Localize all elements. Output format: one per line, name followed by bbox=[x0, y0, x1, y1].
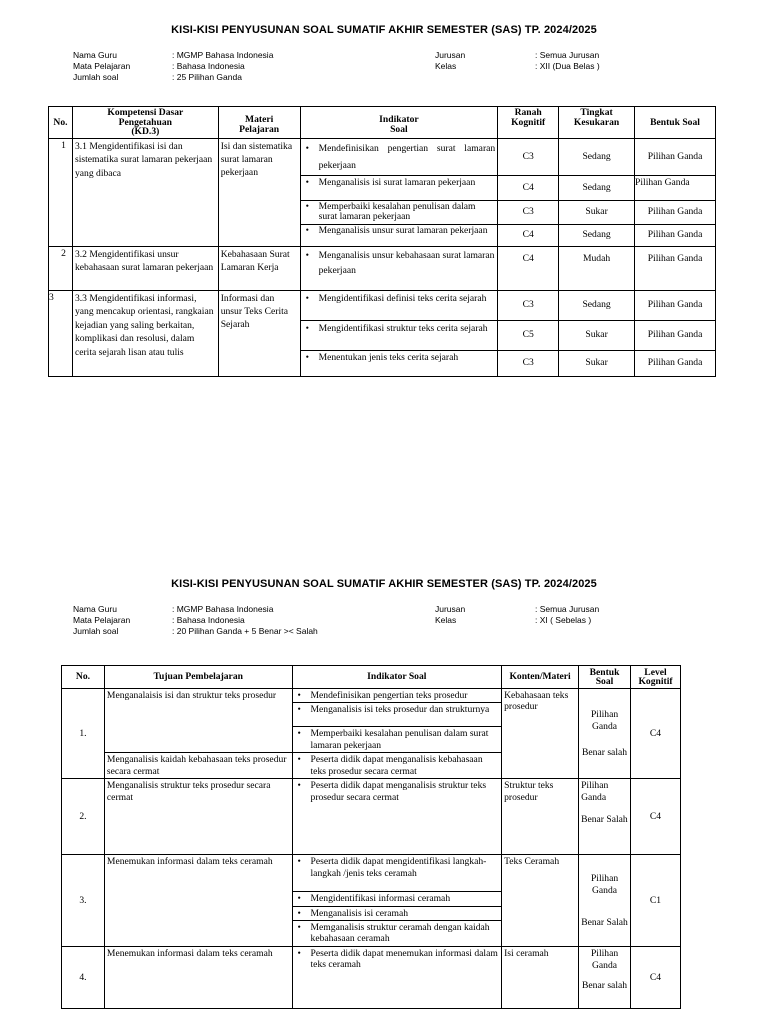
row-materi: Kebahasaan Surat Lamaran Kerja bbox=[218, 246, 300, 290]
row-bentuk: Pilihan Ganda bbox=[635, 200, 716, 224]
row-indikator: • Peserta didik dapat menemukan informasi dalam teks ceramah bbox=[292, 947, 502, 1009]
row-ranah: C5 bbox=[498, 320, 559, 350]
header-tingkat: Tingkat Kesukaran bbox=[559, 107, 635, 139]
meta-label-mata-pelajaran: Mata Pelajaran bbox=[73, 61, 131, 71]
meta-label-nama-guru: Nama Guru bbox=[73, 50, 117, 60]
row-bentuk: Pilihan Ganda bbox=[635, 224, 716, 246]
row-tingkat: Sedang bbox=[559, 175, 635, 200]
table-row bbox=[49, 246, 716, 290]
bentuk-a: Pilihan Ganda bbox=[590, 948, 619, 972]
row-bentuk: Pilihan Ganda bbox=[635, 290, 716, 320]
row-indikator: • Menganalisis isi ceramah bbox=[292, 906, 502, 920]
header-bentuk: Bentuk Soal bbox=[635, 107, 716, 139]
meta-value-jurusan: : Semua Jurusan bbox=[535, 50, 600, 60]
meta-value-jumlah-soal: : 25 Pilihan Ganda bbox=[172, 72, 242, 82]
row-ranah: C3 bbox=[498, 290, 559, 320]
row-indikator: • Peserta didik dapat menganalisis kebahasaan teks prosedur secara cermat bbox=[292, 753, 502, 779]
row-indikator: • Menganalisis isi teks prosedur dan strukturnya bbox=[292, 703, 502, 727]
row-tingkat: Sedang bbox=[559, 224, 635, 246]
row-tujuan: Menemukan informasi dalam teks ceramah bbox=[104, 855, 292, 947]
meta-value-kelas: : XI ( Sebelas ) bbox=[535, 615, 592, 625]
row-tujuan: Menganalaisis isi dan struktur teks prosedur bbox=[104, 689, 292, 753]
table-row bbox=[62, 855, 681, 892]
header-no: No. bbox=[62, 666, 105, 689]
table-row bbox=[49, 290, 716, 320]
table-row bbox=[62, 779, 681, 855]
header-kompetensi-dasar: Kompetensi Dasar Pengetahuan (KD.3) bbox=[72, 107, 218, 139]
meta-label-jurusan: Jurusan bbox=[435, 50, 466, 60]
row-indikator: • Mengidentifikasi definisi teks cerita sejarah bbox=[300, 290, 498, 320]
row-tingkat: Sukar bbox=[559, 200, 635, 224]
meta-label-kelas: Kelas bbox=[435, 61, 457, 71]
doc1-table bbox=[48, 106, 716, 377]
meta-value-mata-pelajaran: : Bahasa Indonesia bbox=[172, 615, 245, 625]
doc2-title: KISI-KISI PENYUSUNAN SOAL SUMATIF AKHIR SEMESTER (SAS) TP. 2024/2025 bbox=[171, 578, 597, 590]
meta-value-jurusan: : Semua Jurusan bbox=[535, 604, 600, 614]
row-bentuk: Pilihan Ganda bbox=[635, 350, 716, 376]
row-tujuan: Menganalisis kaidah kebahasaan teks prosedur secara cermat bbox=[104, 753, 292, 779]
meta-label-jumlah-soal: Jumlah soal bbox=[73, 626, 119, 636]
header-indikator: Indikator Soal bbox=[292, 666, 502, 689]
row-bentuk bbox=[579, 689, 631, 779]
header-bentuk: Bentuk Soal bbox=[579, 666, 631, 689]
row-level: C1 bbox=[631, 855, 681, 947]
row-indikator: • Menganalisis unsur surat lamaran pekerjaan bbox=[300, 224, 498, 246]
header-indikator: Indikator Soal bbox=[300, 107, 498, 139]
table-header-row bbox=[49, 107, 716, 139]
row-konten: Kebahasaan teks prosedur bbox=[502, 689, 579, 779]
row-indikator: • Peserta didik dapat mengidentifikasi langkah-langkah /jenis teks ceramah bbox=[292, 855, 502, 892]
row-indikator: • Memganalisis struktur ceramah dengan kaidah kebahasaan ceramah bbox=[292, 921, 502, 947]
row-ranah: C3 bbox=[498, 350, 559, 376]
doc1-title: KISI-KISI PENYUSUNAN SOAL SUMATIF AKHIR SEMESTER (SAS) TP. 2024/2025 bbox=[171, 24, 597, 36]
row-indikator: • Mengidentifikasi informasi ceramah bbox=[292, 892, 502, 906]
row-konten: Struktur teks prosedur bbox=[502, 779, 579, 855]
meta-label-jumlah-soal: Jumlah soal bbox=[73, 72, 119, 82]
row-no: 1 bbox=[49, 138, 73, 246]
row-tingkat: Sedang bbox=[559, 138, 635, 175]
row-tujuan: Menemukan informasi dalam teks ceramah bbox=[104, 947, 292, 1009]
row-tingkat: Sukar bbox=[559, 320, 635, 350]
row-indikator: • Mendefinisikan pengertian surat lamaran pekerjaan bbox=[300, 138, 498, 175]
meta-label-jurusan: Jurusan bbox=[435, 604, 466, 614]
header-tujuan: Tujuan Pembelajaran bbox=[104, 666, 292, 689]
row-no: 4. bbox=[62, 947, 105, 1009]
header-ranah: Ranah Kognitif bbox=[498, 107, 559, 139]
row-no: 1. bbox=[62, 689, 105, 779]
row-bentuk: Pilihan Ganda bbox=[635, 175, 716, 200]
row-konten: Teks Ceramah bbox=[502, 855, 579, 947]
bentuk-b: Benar salah bbox=[582, 746, 628, 758]
row-indikator: • Mendefinisikan pengertian teks prosedur bbox=[292, 689, 502, 703]
meta-value-mata-pelajaran: : Bahasa Indonesia bbox=[172, 61, 245, 71]
meta-value-jumlah-soal: : 20 Pilihan Ganda + 5 Benar >< Salah bbox=[172, 626, 318, 636]
row-level: C4 bbox=[631, 779, 681, 855]
row-kompetensi: 3.3 Mengidentifikasi informasi, yang mencakup orientasi, rangkaian kejadian yang saling berkaitan, komplikasi dan resolusi, dalam cerita sejarah lisan atau tulis bbox=[72, 290, 218, 376]
table-row bbox=[49, 138, 716, 175]
row-ranah: C4 bbox=[498, 246, 559, 290]
row-indikator: • Mengidentifikasi struktur teks cerita sejarah bbox=[300, 320, 498, 350]
bentuk-a: Pilihan Ganda bbox=[581, 780, 609, 804]
row-kompetensi: 3.2 Mengidentifikasi unsur kebahasaan surat lamaran pekerjaan bbox=[72, 246, 218, 290]
meta-label-kelas: Kelas bbox=[435, 615, 457, 625]
row-kompetensi: 3.1 Mengidentifikasi isi dan sistematika surat lamaran pekerjaan yang dibaca bbox=[72, 138, 218, 246]
row-indikator: • Menganalisis isi surat lamaran pekerjaan bbox=[300, 175, 498, 200]
meta-value-nama-guru: : MGMP Bahasa Indonesia bbox=[172, 604, 274, 614]
row-bentuk bbox=[579, 779, 631, 855]
bentuk-b: Benar salah bbox=[582, 980, 628, 992]
row-tingkat: Sedang bbox=[559, 290, 635, 320]
row-indikator: • Peserta didik dapat menganalisis struktur teks prosedur secara cermat bbox=[292, 779, 502, 855]
row-bentuk bbox=[579, 947, 631, 1009]
row-indikator: • Memperbaiki kesalahan penulisan dalam surat lamaran pekerjaan bbox=[292, 727, 502, 753]
row-bentuk: Pilihan Ganda bbox=[635, 138, 716, 175]
header-no: No. bbox=[49, 107, 73, 139]
header-materi: Materi Pelajaran bbox=[218, 107, 300, 139]
row-no: 3 bbox=[49, 290, 73, 376]
meta-label-mata-pelajaran: Mata Pelajaran bbox=[73, 615, 131, 625]
row-materi: Informasi dan unsur Teks Cerita Sejarah bbox=[218, 290, 300, 376]
row-ranah: C4 bbox=[498, 224, 559, 246]
row-no: 2 bbox=[49, 246, 73, 290]
bentuk-a: Pilihan Ganda bbox=[590, 872, 619, 896]
row-ranah: C3 bbox=[498, 200, 559, 224]
bentuk-a: Pilihan Ganda bbox=[590, 708, 619, 732]
doc2-table bbox=[61, 665, 681, 1009]
row-ranah: C4 bbox=[498, 175, 559, 200]
row-bentuk bbox=[579, 855, 631, 947]
row-indikator: • Menentukan jenis teks cerita sejarah bbox=[300, 350, 498, 376]
row-bentuk: Pilihan Ganda bbox=[635, 320, 716, 350]
row-bentuk: Pilihan Ganda bbox=[635, 246, 716, 290]
row-indikator: • Memperbaiki kesalahan penulisan dalam surat lamaran pekerjaan bbox=[300, 200, 498, 224]
row-tingkat: Mudah bbox=[559, 246, 635, 290]
meta-value-kelas: : XII (Dua Belas ) bbox=[535, 61, 600, 71]
row-materi: Isi dan sistematika surat lamaran pekerjaan bbox=[218, 138, 300, 246]
header-konten: Konten/Materi bbox=[502, 666, 579, 689]
table-header-row bbox=[62, 666, 681, 689]
row-level: C4 bbox=[631, 689, 681, 779]
row-level: C4 bbox=[631, 947, 681, 1009]
row-tujuan: Menganalisis struktur teks prosedur secara cermat bbox=[104, 779, 292, 855]
meta-value-nama-guru: : MGMP Bahasa Indonesia bbox=[172, 50, 274, 60]
row-indikator: • Menganalisis unsur kebahasaan surat lamaran pekerjaan bbox=[300, 246, 498, 290]
row-konten: Isi ceramah bbox=[502, 947, 579, 1009]
table-row bbox=[62, 689, 681, 703]
row-ranah: C3 bbox=[498, 138, 559, 175]
row-no: 2. bbox=[62, 779, 105, 855]
header-level: Level Kognitif bbox=[631, 666, 681, 689]
row-tingkat: Sukar bbox=[559, 350, 635, 376]
bentuk-b: Benar Salah bbox=[581, 916, 628, 928]
row-no: 3. bbox=[62, 855, 105, 947]
meta-label-nama-guru: Nama Guru bbox=[73, 604, 117, 614]
bentuk-b: Benar Salah bbox=[581, 814, 628, 826]
table-row bbox=[62, 947, 681, 1009]
